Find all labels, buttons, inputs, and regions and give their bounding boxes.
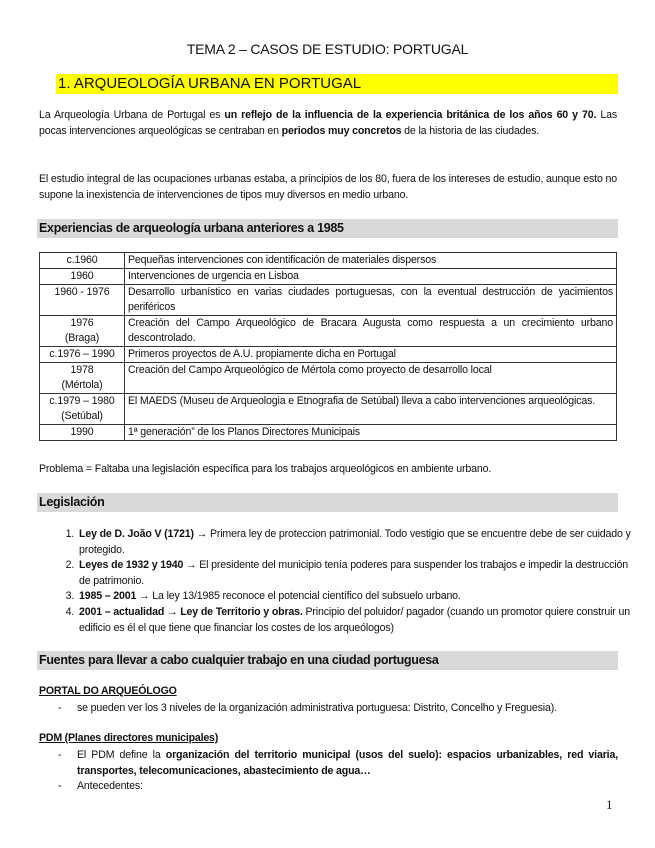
- portal-list: [58, 701, 618, 717]
- experiencias-heading: Experiencias de arqueología urbana anteriores a 1985: [37, 219, 618, 238]
- intro-paragraph-1: [39, 108, 617, 139]
- table-row: [40, 347, 617, 363]
- list-item: [58, 748, 618, 779]
- date-year: 1978: [70, 364, 94, 376]
- law-description: Principio del poluidor/ pagador (cuando un promotor quiere construir un edificio es él el que tiene que financiar los costes de los arqueólogos): [79, 605, 630, 634]
- fuentes-heading: Fuentes para llevar a cabo cualquier trabajo en una ciudad portuguesa: [37, 651, 618, 670]
- list-item: [77, 527, 637, 558]
- section-heading-arqueologia-urbana: 1. ARQUEOLOGÍA URBANA EN PORTUGAL: [56, 74, 618, 94]
- date-cell: [40, 363, 125, 394]
- legislacion-list: [58, 527, 637, 636]
- list-item: [77, 589, 637, 605]
- law-name: Ley de Territorio y obras.: [180, 605, 303, 618]
- problema-text: Problema = Faltaba una legislación específica para los trabajos arqueológicos en ambiente urbano.: [39, 463, 492, 475]
- date-place: (Mértola): [61, 379, 103, 391]
- intro-bold-text: periodos muy concretos: [281, 124, 402, 137]
- table-row: [40, 285, 617, 316]
- law-name: 1985 – 2001: [79, 590, 137, 603]
- date-year: c.1979 – 1980: [49, 395, 115, 407]
- description-cell: Creación del Campo Arqueológico de Bracara Augusta como respuesta a un crecimiento urbano descontrolado.: [125, 316, 617, 347]
- description-cell: El MAEDS (Museu de Arqueologia e Etnografia de Setúbal) lleva a cabo intervenciones arqueológicas.: [125, 394, 617, 425]
- date-place: (Setúbal): [61, 410, 103, 422]
- law-description: El presidente del municipio tenía poderes para suspender los trabajos e impedir la destrucción de patrimonio.: [79, 559, 628, 587]
- table-row: [40, 363, 617, 394]
- date-cell: c.1960: [40, 253, 125, 269]
- table-row: [40, 269, 617, 285]
- law-description: Primera ley de proteccion patrimonial. Todo vestigio que se encuentre debe de ser cuidado y protegido.: [79, 528, 631, 556]
- description-cell: Desarrollo urbanístico en varias ciudades portuguesas, con la eventual destrucción de yacimientos periféricos: [125, 285, 617, 316]
- table-row: [40, 394, 617, 425]
- date-cell: 1960: [40, 269, 125, 285]
- table-row: [40, 425, 617, 441]
- document-title: TEMA 2 – CASOS DE ESTUDIO: PORTUGAL: [186, 41, 469, 57]
- list-item: [77, 605, 637, 636]
- description-cell: 1ª generación” de los Planos Directores Municipais: [125, 425, 617, 441]
- table-row: [40, 253, 617, 269]
- intro-text: Las pocas intervenciones arqueológicas se centraban en: [39, 109, 617, 137]
- law-name: Leyes de 1932 y 1940: [79, 559, 184, 572]
- date-cell: 1990: [40, 425, 125, 441]
- arrow-icon: →: [136, 590, 153, 603]
- pdm-label: PDM (Planes directores municipales): [39, 732, 219, 744]
- list-item: [77, 558, 637, 589]
- page-number: 1: [606, 797, 613, 812]
- list-item: - se pueden ver los 3 niveles de la organización administrativa portuguesa: Distrito, Concelho y Freguesia).: [58, 701, 618, 717]
- description-cell: Intervenciones de urgencia en Lisboa: [125, 269, 617, 285]
- description-cell: Primeros proyectos de A.U. propiamente dicha en Portugal: [125, 347, 617, 363]
- pdm-bold-text: organización del territorio municipal (usos del suelo): espacios urbanizables, red viaria, transportes, telecomunicaciones, abastecimiento de agua…: [77, 749, 618, 777]
- intro-paragraph-2: El estudio integral de las ocupaciones urbanas estaba, a principios de los 80, fuera de los intereses de estudio, aunque esto no supone la inexistencia de intervenciones de tipos muy diversos en medio urbano.: [39, 173, 617, 201]
- date-cell: c.1976 – 1990: [40, 347, 125, 363]
- arrow-icon: →: [183, 559, 200, 572]
- law-name: 2001 – actualidad: [79, 605, 165, 618]
- date-place: (Braga): [64, 332, 100, 344]
- law-description: La ley 13/1985 reconoce el potencial científico del subsuelo urbano.: [152, 590, 461, 603]
- list-item: - Antecedentes:: [58, 779, 618, 795]
- experiencias-table: [39, 252, 617, 441]
- table-row: [40, 316, 617, 347]
- arrow-icon: →: [193, 528, 210, 540]
- description-cell: Creación del Campo Arqueológico de Mértola como proyecto de desarrollo local: [125, 363, 617, 394]
- intro-text: La Arqueología Urbana de Portugal es: [39, 109, 225, 121]
- date-cell: 1960 - 1976: [40, 285, 125, 316]
- intro-text: de la historia de las ciudades.: [401, 124, 540, 137]
- legislacion-heading: Legislación: [37, 493, 618, 512]
- date-cell: [40, 316, 125, 347]
- law-name: Ley de D. João V (1721): [79, 528, 194, 540]
- arrow-icon: →: [164, 605, 181, 618]
- portal-label: PORTAL DO ARQUEÓLOGO: [39, 685, 177, 697]
- pdm-list: [58, 748, 618, 795]
- description-cell: Pequeñas intervenciones con identificación de materiales dispersos: [125, 253, 617, 269]
- pdm-text: El PDM define la: [77, 749, 166, 761]
- date-cell: [40, 394, 125, 425]
- date-year: 1976: [70, 317, 94, 329]
- intro-bold-text: un reflejo de la influencia de la experiencia británica de los años 60 y 70.: [224, 109, 597, 121]
